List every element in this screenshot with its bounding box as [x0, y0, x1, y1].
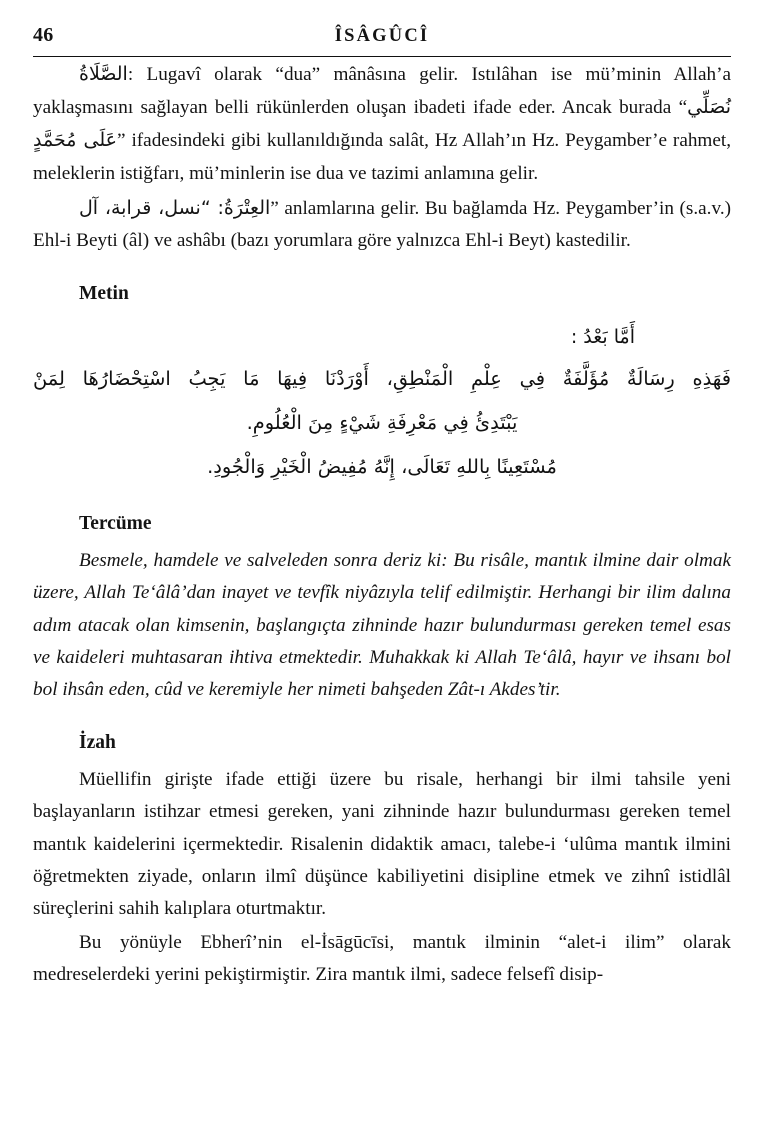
page-header: [33, 22, 731, 58]
paragraph-itrah: [33, 192, 731, 257]
arabic-term-itrah-group: العِتْرَةُ: “نسل، قرابة، آل: [79, 196, 271, 219]
spacer-before-tercume: [33, 489, 731, 509]
document-page: [0, 22, 764, 1142]
spacer-after-metin-heading: [33, 309, 731, 317]
heading-metin: Metin: [79, 283, 129, 305]
arabic-quote-nusalli: نُصَلِّي عَلَى مُحَمَّدٍ: [33, 96, 731, 152]
heading-izah: İzah: [79, 732, 116, 754]
paragraph-izah-2: [33, 927, 731, 991]
paragraph-itrah-text-tail: ” anlamlarına gelir. Bu bağlamda Hz. Peygamber’in (s.a.v.) Ehl-i Beyti (âl) ve ashâbı (bazı yorumlara göre yalnızca Ehl-i Beyt) kastedilir.: [33, 197, 732, 252]
arabic-metin-line-4: مُسْتَعِينًا بِاللهِ تَعَالَى، إِنَّهُ مُفِيضُ الْخَيْرِ وَالْجُودِ.: [207, 455, 557, 479]
arabic-term-salah: الصَّلَاةُ: [79, 63, 128, 85]
paragraph-salah: [33, 58, 731, 190]
arabic-metin-line-1: أَمَّا بَعْدُ :: [570, 326, 635, 349]
running-title: ÎSÂGÛCÎ: [334, 26, 430, 46]
paragraph-salah-text-lead: : Lugavî olarak “dua” mânâsına gelir. Istılâhan ise mü’minin Allah’a yaklaşmasını sağlayan belli rükünlerden oluşan ibadeti ifade eder. Ancak burada “: [33, 64, 731, 119]
header-divider: [33, 56, 731, 57]
arabic-metin-line-2: فَهَذِهِ رِسَالَةٌ مُؤَلَّفَةٌ فِي عِلْمِ الْمَنْطِقِ، أَوْرَدْنَا فِيهَا مَا يَجِبُ اسْتِحْضَارُهَا لِمَنْ: [33, 367, 731, 391]
paragraph-izah-2-lead: Bu yönüyle Ebherî’nin el-İsāgūcīsi, mantık ilminin: [79, 932, 559, 954]
spacer-before-metin: [33, 257, 731, 279]
paragraph-izah-2-tail: olarak medreselerdeki yerini pekiştirmiştir. Zira mantık ilmi, sadece felsefî disip-: [33, 932, 731, 986]
paragraph-izah-2-emphasis: “alet-i ilim”: [558, 932, 665, 954]
page-number: 46: [33, 24, 54, 46]
heading-tercume: Tercüme: [79, 513, 152, 535]
arabic-glosses-itrah: نسل، قرابة، آل: [79, 196, 201, 219]
arabic-term-itrah: العِتْرَةُ: [223, 196, 271, 219]
paragraph-izah-1: Müellifin girişte ifade ettiği üzere bu risale, herhangi bir ilmi tahsile yeni başlayanların istihzar etmesi gereken, yani zihninde hazır bulundurması gereken temel mantık kaidelerini içermektedir. Risalenin didaktik amacı, talebe-i ‘ulûma mantık ilmini öğretmekten ziyade, onların ilmî düşünce kabiliyetini disipline etmek ve zihnî istidlâl süreçlerini sahih kalıplara oturtmaktır.: [33, 769, 731, 920]
arabic-metin-line-3: يَبْتَدِئُ فِي مَعْرِفَةِ شَيْءٍ مِنَ الْعُلُومِ.: [246, 411, 518, 435]
page-content: [33, 58, 731, 992]
spacer-before-izah: [33, 706, 731, 728]
paragraph-tercume: Besmele, hamdele ve salveleden sonra deriz ki: Bu risâle, mantık ilmine dair olmak üzere, Allah Te‘âlâ’dan inayet ve tevfîk niyâzıyla telif edilmiştir. Herhangi bir ilim dalına adım atacak olan kimsenin, başlangıçta zihninde hazır bulundurması gereken temel esas ve kaideleri muhtasaran ihtiva etmektedir. Muhakkak ki Allah Te‘âlâ, hayır ve ihsanı bol bol ihsân eden, cûd ve keremiyle her nimeti bahşeden Zât-ı Akdes’tir.: [33, 550, 731, 701]
arabic-metin-block: [33, 317, 731, 489]
paragraph-salah-text-tail: ” ifadesindeki gibi kullanıldığında salât, Hz Allah’ın Hz. Peygamber’e rahmet, meleklerin istiğfarı, mü’minlerin ise dua ve tazimi anlamına gelir.: [33, 130, 732, 184]
